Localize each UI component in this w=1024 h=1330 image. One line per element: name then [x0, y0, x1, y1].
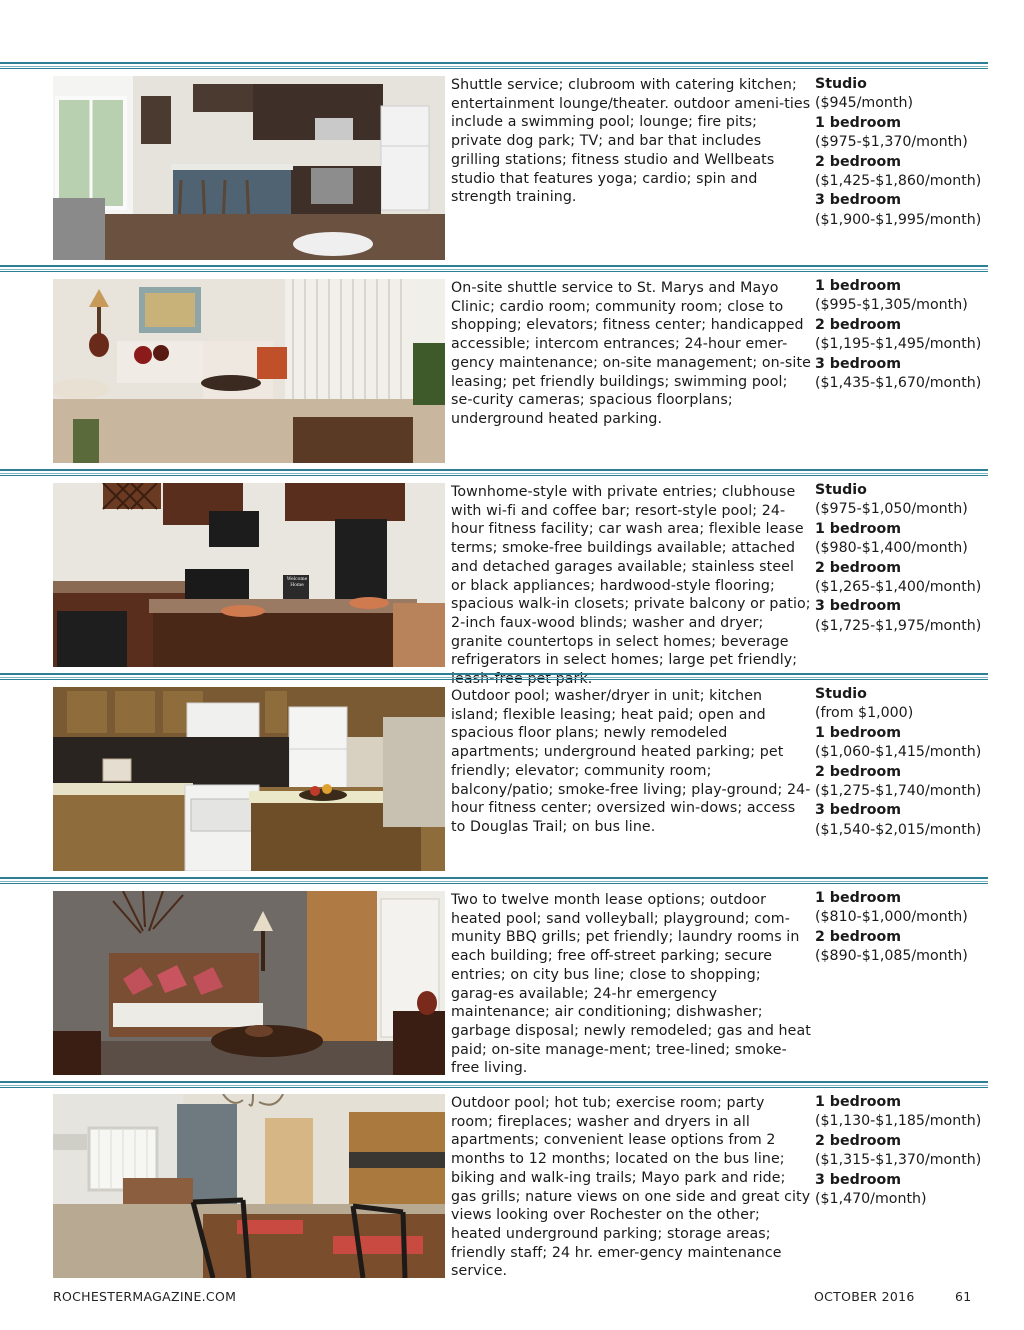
section-divider	[0, 1081, 988, 1088]
unit-type: 3 bedroom	[815, 355, 902, 372]
unit-price: ($1,725-$1,975/month)	[815, 617, 982, 634]
footer-issue-date: OCTOBER 2016	[814, 1289, 915, 1304]
unit-price: (from $1,000)	[815, 705, 914, 722]
unit-type: 1 bedroom	[815, 724, 902, 741]
listing-description: Two to twelve month lease options; outdoor heated pool; sand volleyball; playground; com-munity BBQ grills; pet friendly; laundry rooms in each building; free off-street parking; secure entries; on city bus line; close to shopping; garag-es available; 24-hr emergency maintenance; air conditioning; dishwasher; garbage disposal; newly remodeled; gas and heat paid; on-site manage-ment; tree-lined; smoke-free living.	[451, 892, 811, 1077]
unit-price: ($945/month)	[815, 95, 914, 112]
unit-type: 1 bedroom	[815, 1094, 902, 1110]
section-divider	[0, 469, 988, 476]
unit-price: ($1,900-$1,995/month)	[815, 211, 982, 228]
unit-price: ($890-$1,085/month)	[815, 948, 968, 965]
unit-price: ($1,195-$1,495/month)	[815, 336, 982, 353]
unit-price: ($1,425-$1,860/month)	[815, 173, 982, 190]
unit-price: ($1,315-$1,370/month)	[815, 1152, 982, 1169]
listing-description: Outdoor pool; washer/dryer in unit; kitchen island; flexible leasing; heat paid; open and spacious floor plans; newly remodeled apartments; underground heated parking; pet friendly; elevator; community room; balcony/patio; smoke-free living; play-ground; 24-hour fitness center; oversized win-dows; access to Douglas Trail; on bus line.	[451, 688, 811, 835]
price-list	[815, 685, 990, 840]
price-list	[815, 277, 990, 393]
unit-type: 1 bedroom	[815, 890, 902, 906]
listing-description: Outdoor pool; hot tub; exercise room; party room; fireplaces; washer and dryers in all apartments; convenient lease options from 2 months to 12 months; located on the bus line; biking and walk-ing trails; Mayo park and ride; gas grills; nature views on one side and great city views looking over Rochester on the other; heated underground parking; storage areas; friendly staff; 24 hr. emer-gency maintenance service.	[451, 1095, 811, 1280]
unit-price: ($1,130-$1,185/month)	[815, 1113, 982, 1130]
unit-price: ($1,265-$1,400/month)	[815, 579, 982, 596]
listing-photo-dining-room	[53, 1094, 445, 1278]
listing-description: On-site shuttle service to St. Marys and Mayo Clinic; cardio room; community room; close to shopping; elevators; fitness center; handicapped accessible; intercom entrances; 24-hour emer-gency maintenance; on-site management; on-site leasing; pet friendly buildings; swimming pool; se-curity cameras; spacious floorplans; underground heated parking.	[451, 280, 811, 427]
unit-type: 1 bedroom	[815, 114, 902, 131]
unit-type: Studio	[815, 686, 867, 702]
unit-type: 3 bedroom	[815, 192, 902, 209]
listing-photo-kitchen-modern	[53, 76, 445, 260]
unit-price: ($810-$1,000/month)	[815, 909, 968, 926]
listing-photo-wicker-sofa	[53, 891, 445, 1075]
section-divider	[0, 62, 988, 69]
unit-price: ($980-$1,400/month)	[815, 540, 968, 557]
section-divider	[0, 877, 988, 884]
price-list	[815, 481, 990, 636]
unit-type: Studio	[815, 482, 867, 498]
listing-photo-kitchen-granite	[53, 483, 445, 667]
welcome-sign-text: Welcome Home	[286, 577, 308, 588]
unit-price: ($975-$1,050/month)	[815, 501, 968, 518]
unit-type: 2 bedroom	[815, 763, 902, 780]
unit-type: Studio	[815, 76, 867, 92]
unit-type: 1 bedroom	[815, 278, 902, 294]
unit-type: 2 bedroom	[815, 1132, 902, 1149]
unit-type: 3 bedroom	[815, 1171, 902, 1188]
unit-price: ($995-$1,305/month)	[815, 297, 968, 314]
listing-photo-kitchen-oak	[53, 687, 445, 871]
unit-type: 1 bedroom	[815, 520, 902, 537]
price-list	[815, 889, 990, 967]
page-number: 61	[955, 1289, 972, 1304]
unit-type: 2 bedroom	[815, 316, 902, 333]
section-divider	[0, 265, 988, 272]
unit-type: 3 bedroom	[815, 598, 902, 615]
listing-description: Shuttle service; clubroom with catering kitchen; entertainment lounge/theater. outdoor ameni-ties include a swimming pool; lounge; fire pits; private dog park; TV; and bar that includes grilling stations; fitness studio and Wellbeats studio that features yoga; cardio; spin and strength training.	[451, 77, 811, 206]
unit-price: ($1,275-$1,740/month)	[815, 783, 982, 800]
unit-price: ($1,540-$2,015/month)	[815, 821, 982, 838]
footer-site-url: ROCHESTERMAGAZINE.COM	[53, 1289, 237, 1304]
unit-type: 3 bedroom	[815, 802, 902, 819]
unit-type: 2 bedroom	[815, 559, 902, 576]
unit-price: ($1,060-$1,415/month)	[815, 744, 982, 761]
listing-description: Townhome-style with private entries; clubhouse with wi-fi and coffee bar; resort-style pool; 24-hour fitness facility; car wash area; flexible lease terms; smoke-free buildings available; attached and detached garages available; stainless steel or black appliances; hardwood-style flooring; spacious walk-in closets; private balcony or patio; 2-inch faux-wood blinds; washer and dryer; granite countertops in select homes; beverage refrigerators in select homes; large pet friendly;	[451, 484, 811, 669]
unit-price: ($1,470/month)	[815, 1191, 927, 1208]
price-list	[815, 1093, 990, 1209]
unit-type: 2 bedroom	[815, 153, 902, 170]
section-divider	[0, 673, 988, 680]
unit-type: 2 bedroom	[815, 928, 902, 945]
listing-photo-living-room	[53, 279, 445, 463]
unit-price: ($1,435-$1,670/month)	[815, 375, 982, 392]
unit-price: ($975-$1,370/month)	[815, 134, 968, 151]
price-list	[815, 75, 990, 230]
